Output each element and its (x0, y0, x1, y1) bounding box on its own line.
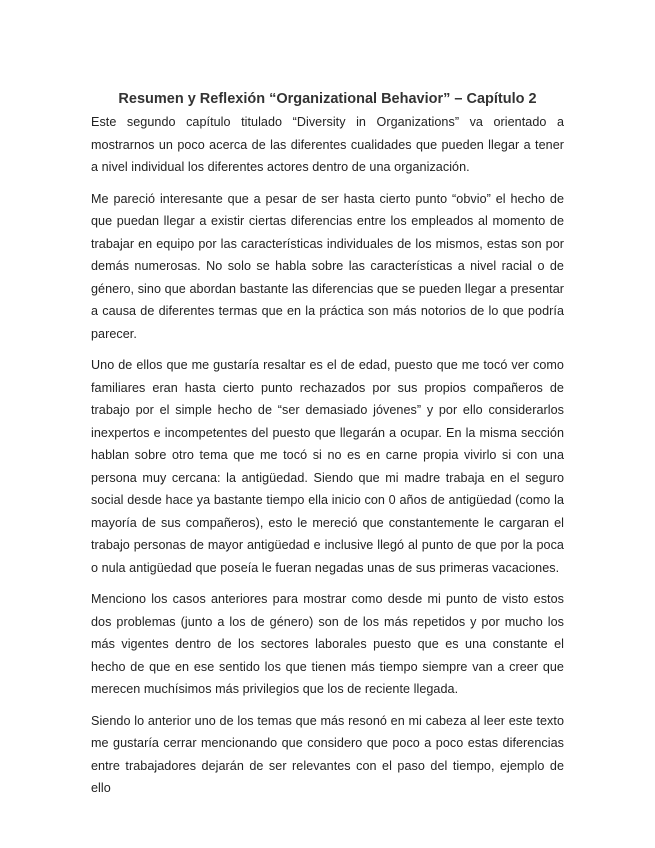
document-title: Resumen y Reflexión “Organizational Behavior” – Capítulo 2 (118, 91, 537, 107)
document-page (91, 0, 564, 809)
paragraph-3: Uno de ellos que me gustaría resaltar es el de edad, puesto que me tocó ver como familiares eran hasta cierto punto rechazados por sus propios compañeros de trabajo por el simple hecho de “ser demasiado jóvenes” y por ello considerarlos inexpertos e incompetentes del puesto que llegarán a ocupar. En la misma sección hablan sobre otro tema que me tocó si no es en carne propia vivirlo si con una persona muy cercana: la antigüedad. Siendo que mi madre trabaja en el seguro social desde hace ya bastante tiempo ella inicio con 0 años de antigüedad (como la mayoría de sus compañeros), esto le mereció que constantemente le cargaran el trabajo personas de mayor antigüedad e inclusive llegó al punto de que por la poca o nula antigüedad que poseía le fueran negadas unas de sus primeras vacaciones. (91, 358, 564, 575)
paragraph-2: Me pareció interesante que a pesar de ser hasta cierto punto “obvio” el hecho de que puedan llegar a existir ciertas diferencias entre los empleados al momento de trabajar en equipo por las características individuales de los mismos, estas son por demás numerosas. No solo se habla sobre las características a nivel racial o de género, sino que abordan bastante las diferencias que se pueden llegar a presentar a causa de diferentes termas que en la práctica son más notorios de lo que podría parecer. (91, 191, 564, 341)
paragraph-4: Menciono los casos anteriores para mostrar como desde mi punto de visto estos dos problemas (junto a los de género) son de los más repetidos y por mucho los más vigentes dentro de los sectores laborales puesto que es una constante el hecho de que en ese sentido los que tienen más tiempo siempre van a creer que merecen muchísimos más privilegios que los de reciente llegada. (91, 592, 564, 696)
paragraph-5: Siendo lo anterior uno de los temas que más resonó en mi cabeza al leer este texto me gustaría cerrar mencionando que considero que poco a poco estas diferencias entre trabajadores dejarán de ser relevantes con el paso del tiempo, ejemplo de ello (91, 713, 564, 795)
paragraph-1: Este segundo capítulo titulado “Diversity in Organizations” va orientado a mostrarnos un poco acerca de las diferentes cualidades que pueden llegar a tener a nivel individual los diferentes actores dentro de una organización. (91, 115, 564, 174)
